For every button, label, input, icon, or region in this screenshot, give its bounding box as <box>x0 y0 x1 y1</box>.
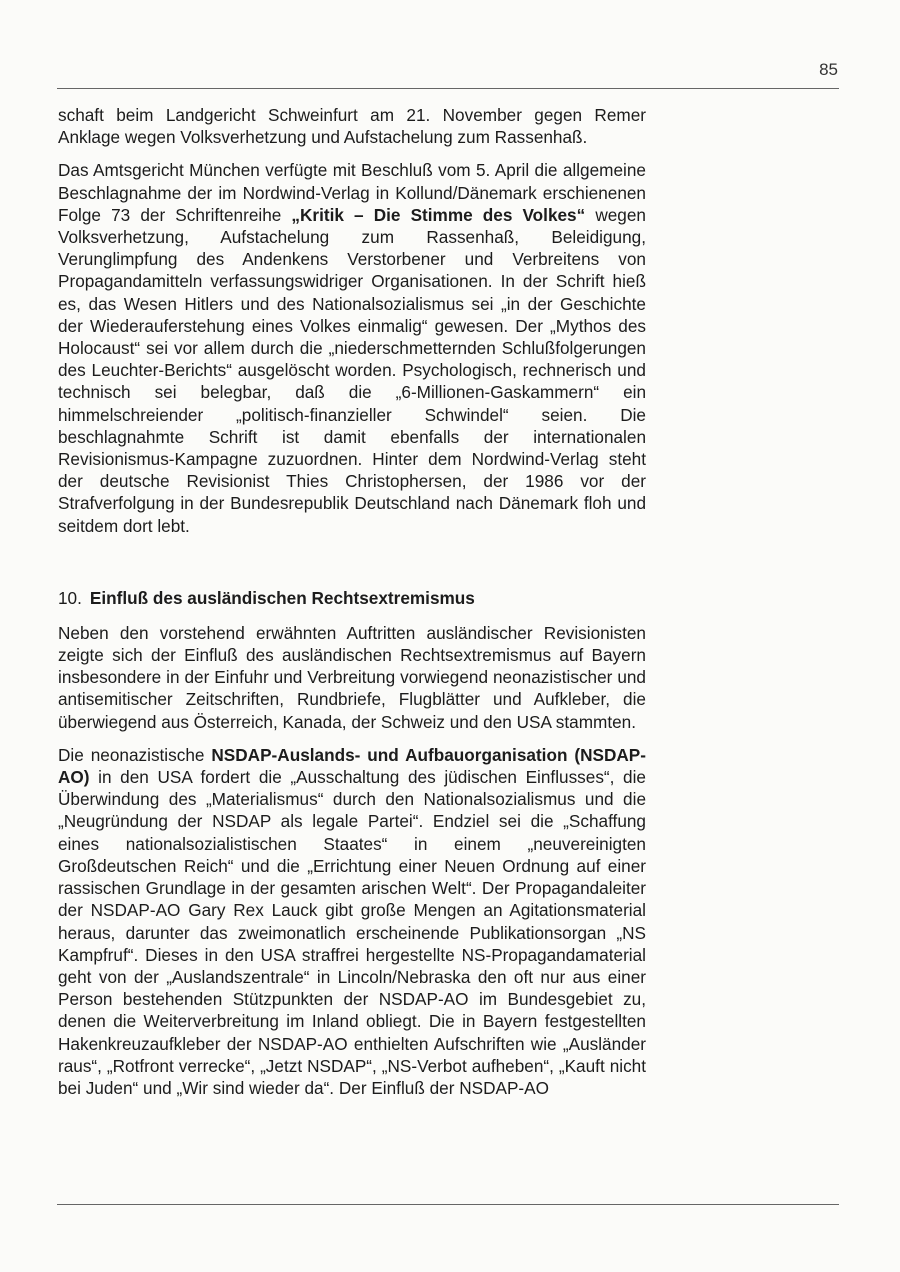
section-heading <box>58 587 646 609</box>
paragraph-beschlagnahme <box>58 159 646 536</box>
paragraph-text: Die neonazistische <box>58 744 212 765</box>
section-title: Einfluß des ausländischen Rechtsextremismus <box>89 587 475 608</box>
page-body <box>58 104 646 1110</box>
footer-rule <box>57 1204 839 1205</box>
page-number: 85 <box>819 60 838 79</box>
paragraph-einfluss: Neben den vorstehend erwähnten Auftritten ausländischer Revisionisten zeigte sich der Einfluß des ausländischen Rechtsextremismus auf Bayern insbesondere in der Einfuhr und Verbreitung vorwiegend neonazistischer und antisemitischer Zeitschriften, Rundbriefe, Flugblätter und Aufkleber, die überwiegend aus Österreich, Kanada, der Schweiz und den USA stammten. <box>58 622 646 732</box>
paragraph-nsdap-ao <box>58 744 646 1099</box>
header-rule <box>57 88 839 89</box>
publication-title: „Kritik – Die Stimme des Volkes“ <box>291 204 586 225</box>
organization-name: NSDAP-Auslands- und Aufbauorganisation (NSDAP-AO) <box>58 744 646 788</box>
paragraph-text: in den USA fordert die „Ausschaltung des jüdischen Einflusses“, die Überwindung des „Materialismus“ durch den Nationalsozialismus und die „Neugründung der NSDAP als legale Partei“. Endziel sei die „Schaffung eines nationalsozialistischen Staates“ in einem „neuvereinigten Großdeutschen Reich“ und die „Errichtung einer Neuen Ordnung auf einer rassischen Grundlage in der gesamten arischen Welt“. Der Propagandaleiter der NSDAP-AO Gary Rex Lauck gibt große Mengen an Agitationsmaterial heraus, darunter das zweimonatlich erscheinende Publikationsorgan „NS Kampfruf“. Dieses in den USA straffrei hergestellte NS-Propagandamaterial geht von der „Auslandszentrale“ in Lincoln/Nebraska den oft nur aus einer Person bestehenden Stützpunkten der NSDAP-AO im Bundesgebiet zu, denen die Weiterverbreitung im Inland obliegt. Die in Bayern festgestellten Hakenkreuzaufkleber der NSDAP-AO enthielten Aufschriften wie „Ausländer raus“, „Rotfront verrecke“, „Jetzt NSDAP“, „NS-Verbot aufheben“, „Kauft nicht bei Juden“ und „Wir sind wieder da“. Der Einfluß der NSDAP-AO <box>58 767 646 1098</box>
paragraph-text: Das Amtsgericht München verfügte mit Beschluß vom 5. April die allgemeine Beschlagnahme der im Nordwind-Verlag in Kollund/Dänemark erschienenen Folge 73 der Schriftenreihe <box>58 160 646 225</box>
section-number: 10. <box>58 587 82 608</box>
paragraph-remer-anklage: schaft beim Landgericht Schweinfurt am 21. November gegen Remer Anklage wegen Volksverhetzung und Aufstachelung zum Rassenhaß. <box>58 105 646 148</box>
paragraph-text: wegen Volksverhetzung, Aufstachelung zum Rassenhaß, Beleidigung, Verunglimpfung des Andenkens Verstorbener und Verbreitens von Propagandamitteln verfassungswidriger Organisationen. In der Schrift hieß es, das Wesen Hitlers und des Nationalsozialismus sei „in der Geschichte der Wiederauferstehung eines Volkes einmalig“ gewesen. Der „Mythos des Holocaust“ sei vor allem durch die „niederschmetternden Schlußfolgerungen des Leuchter-Berichts“ ausgelöscht worden. Psychologisch, rechnerisch und technisch sei belegbar, daß die „6-Millionen-Gaskammern“ ein himmelschreiender „politisch-finanzieller Schwindel“ seien. Die beschlagnahmte Schrift ist damit ebenfalls der internationalen Revisionismus-Kampagne zuzuordnen. Hinter dem Nordwind-Verlag steht der deutsche Revisionist Thies Christophersen, der 1986 vor der Strafverfolgung in der Bundesrepublik Deutschland nach Dänemark floh und seitdem dort lebt. <box>58 204 646 536</box>
